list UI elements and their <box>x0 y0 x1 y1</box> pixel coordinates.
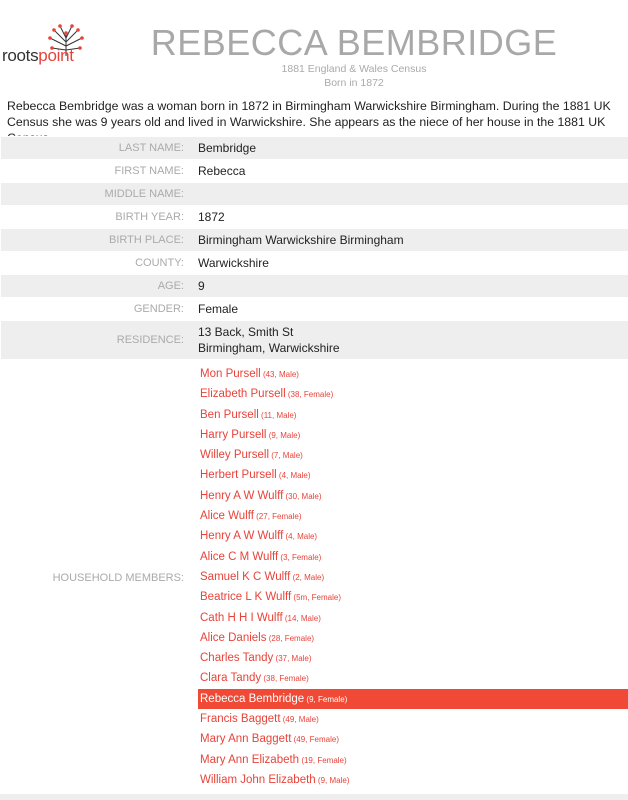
label-last-name: LAST NAME: <box>118 142 184 154</box>
row-birth-year <box>1 206 628 229</box>
row-first-name <box>1 160 628 183</box>
label-residence: RESIDENCE: <box>116 334 184 346</box>
label-gender: GENDER: <box>133 303 184 315</box>
member-age-gender: (27, Female) <box>253 512 302 522</box>
member-name: Samuel K C Wulff <box>200 570 291 583</box>
member-age-gender: (5m, Female) <box>291 593 341 603</box>
member-name: Elizabeth Pursell <box>200 388 286 401</box>
value-birth-year: 1872 <box>198 210 225 224</box>
household-member-link[interactable] <box>198 547 628 567</box>
member-age-gender: (9, Male) <box>266 430 301 440</box>
household-member-link[interactable] <box>198 709 628 729</box>
member-name: Mary Ann Elizabeth <box>200 753 300 766</box>
member-age-gender: (19, Female) <box>299 755 347 765</box>
household-members-list <box>194 360 628 797</box>
label-age: AGE: <box>157 280 184 292</box>
member-age-gender: (38, Female) <box>285 390 334 400</box>
census-record-table <box>1 136 628 796</box>
household-member-link[interactable] <box>198 405 628 425</box>
member-name: Herbert Pursell <box>200 469 277 482</box>
member-age-gender: (3, Female) <box>278 552 322 562</box>
member-age-gender: (7, Male) <box>269 451 303 461</box>
label-household-members: HOUSEHOLD MEMBERS: <box>52 572 184 585</box>
member-name: Charles Tandy <box>200 652 274 665</box>
household-member-link[interactable] <box>198 567 628 587</box>
member-age-gender: (49, Male) <box>280 715 319 725</box>
member-age-gender: (37, Male) <box>273 654 312 664</box>
value-residence <box>194 321 628 360</box>
member-name: Beatrice L K Wulff <box>200 591 292 604</box>
page-header <box>0 0 628 92</box>
member-age-gender: (4, Male) <box>283 532 318 542</box>
household-member-link[interactable] <box>198 506 628 526</box>
member-name: Ben Pursell <box>200 408 259 421</box>
footer-bar <box>0 794 628 800</box>
member-age-gender: (43, Male) <box>260 370 299 379</box>
label-middle-name: MIDDLE NAME: <box>104 188 184 200</box>
label-birth-year: BIRTH YEAR: <box>115 211 184 223</box>
born-subtitle: Born in 1872 <box>324 77 384 89</box>
page-title: REBECCA BEMBRIDGE <box>150 22 558 63</box>
household-member-link[interactable] <box>198 384 628 404</box>
value-last-name: Bembridge <box>198 141 257 155</box>
member-age-gender: (11, Male) <box>258 410 297 420</box>
value-first-name: Rebecca <box>198 164 246 178</box>
member-name: William John Elizabeth <box>200 773 316 786</box>
row-gender <box>1 298 628 321</box>
residence-line-1: 13 Back, Smith St <box>198 325 294 339</box>
member-name: Clara Tandy <box>200 672 262 685</box>
value-county: Warwickshire <box>198 256 269 270</box>
member-name: Alice Wulff <box>200 510 254 523</box>
member-name: Francis Baggett <box>200 713 281 726</box>
value-age: 9 <box>198 279 205 293</box>
member-age-gender: (14, Male) <box>282 613 321 623</box>
value-gender: Female <box>198 302 239 316</box>
member-name: Henry A W Wulff <box>200 530 284 543</box>
member-age-gender: (30, Male) <box>283 491 322 501</box>
member-age-gender: (9, Male) <box>315 775 350 785</box>
row-last-name <box>1 137 628 160</box>
row-household-members <box>1 360 628 797</box>
household-member-link[interactable] <box>198 526 628 546</box>
row-birth-place <box>1 229 628 252</box>
residence-line-2: Birmingham, Warwickshire <box>198 341 340 355</box>
member-name: Mary Ann Baggett <box>200 733 292 746</box>
logo-wordmark: rootspoint <box>2 46 74 65</box>
member-name: Harry Pursell <box>200 428 267 441</box>
member-age-gender: (49, Female) <box>291 735 339 745</box>
label-first-name: FIRST NAME: <box>114 165 184 177</box>
household-member-link[interactable] <box>198 587 628 607</box>
row-county <box>1 252 628 275</box>
household-member-link[interactable] <box>198 648 628 668</box>
member-age-gender: (4, Male) <box>276 471 311 481</box>
row-age <box>1 275 628 298</box>
member-name: Henry A W Wulff <box>200 489 284 502</box>
household-member-link[interactable] <box>198 668 628 688</box>
member-name: Mon Pursell <box>200 368 261 380</box>
household-member-link[interactable] <box>198 729 628 749</box>
household-member-link[interactable] <box>198 486 628 506</box>
member-name: Alice C M Wulff <box>200 550 279 563</box>
member-age-gender: (28, Female) <box>266 633 315 643</box>
member-age-gender: (2, Male) <box>290 572 325 582</box>
member-name: Willey Pursell <box>200 449 270 462</box>
member-name: Rebecca Bembridge <box>200 692 305 705</box>
household-member-link[interactable] <box>198 750 628 770</box>
household-member-link[interactable] <box>198 608 628 628</box>
household-member-link[interactable] <box>198 445 628 465</box>
household-member-link[interactable] <box>198 465 628 485</box>
household-member-link-current[interactable] <box>198 689 628 709</box>
census-subtitle: 1881 England & Wales Census <box>281 63 427 75</box>
member-name: Alice Daniels <box>200 631 267 644</box>
member-age-gender: (38, Female) <box>261 674 309 684</box>
household-member-link[interactable] <box>198 770 628 790</box>
household-member-link[interactable] <box>198 364 628 384</box>
label-birth-place: BIRTH PLACE: <box>109 234 184 246</box>
member-age-gender: (9, Female) <box>304 694 348 704</box>
row-middle-name <box>1 183 628 206</box>
person-description: Rebecca Bembridge was a woman born in 1872 in Birmingham Warwickshire Birmingham. During the 1881 UK Census she was 9 years old and lived in Warwickshire. She appears as the niece of her house in the 1881 UK Census. <box>7 99 611 145</box>
member-name: Cath H H I Wulff <box>200 611 283 624</box>
row-residence <box>1 321 628 360</box>
household-member-link[interactable] <box>198 425 628 445</box>
label-county: COUNTY: <box>135 257 184 269</box>
value-birth-place: Birmingham Warwickshire Birmingham <box>198 233 404 247</box>
value-middle-name <box>194 183 628 206</box>
household-member-link[interactable] <box>198 628 628 648</box>
